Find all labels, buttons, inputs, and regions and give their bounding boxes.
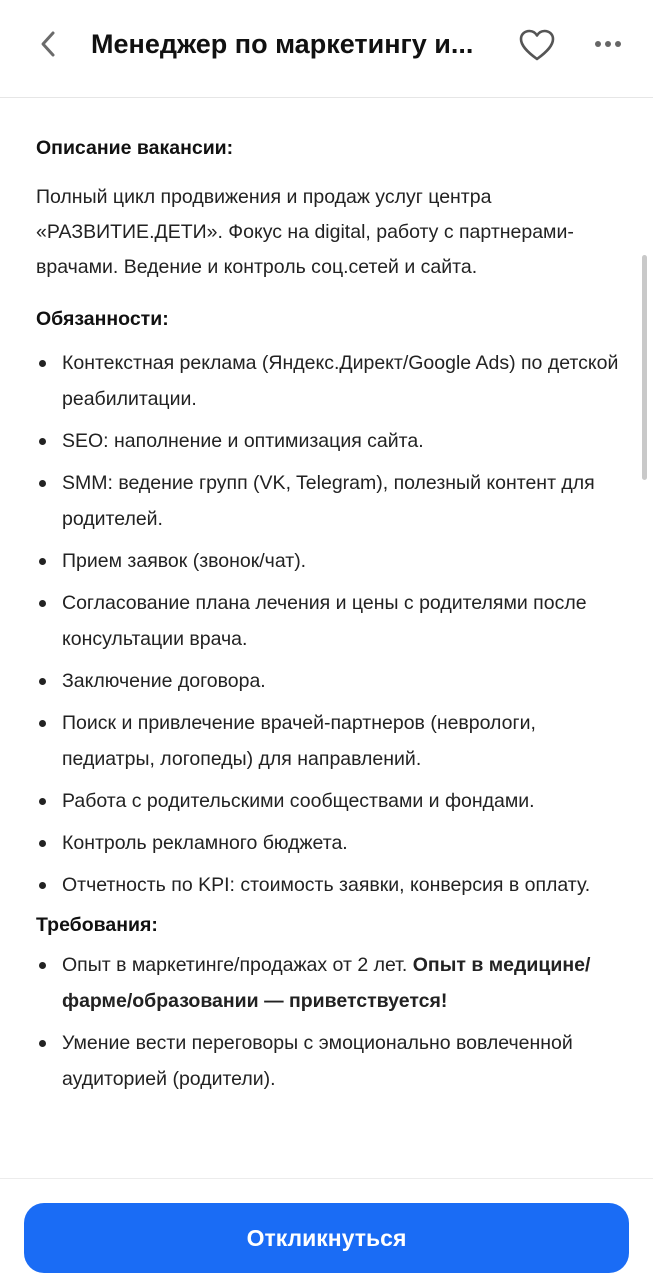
list-item: Поиск и привлечение врачей-партнеров (неврологи, педиатры, логопеды) для направлений.	[36, 705, 621, 777]
list-item: Отчетность по KPI: стоимость заявки, конверсия в оплату.	[36, 867, 621, 903]
requirements-heading: Требования:	[36, 914, 158, 936]
description-text: Полный цикл продвижения и продаж услуг центра «РАЗВИТИЕ.ДЕТИ». Фокус на digital, работу с партнерами-врачами. Ведение и контроль соц.сетей и сайта.	[36, 186, 574, 278]
requirements-list	[36, 947, 621, 1097]
top-bar	[0, 0, 653, 98]
heart-outline-icon	[518, 28, 556, 62]
back-button[interactable]	[26, 22, 70, 66]
requirement-highlight: Опыт в медицине/фарме/образовании — приветствуется!	[62, 954, 591, 1012]
duties-list	[36, 345, 621, 903]
page-title: Менеджер по маркетингу и...	[91, 29, 474, 59]
requirement-text: Опыт в маркетинге/продажах от 2 лет.	[62, 954, 413, 976]
description-heading: Описание вакансии:	[36, 137, 234, 159]
scrollbar[interactable]	[642, 255, 647, 480]
list-item: Прием заявок (звонок/чат).	[36, 543, 621, 579]
list-item	[36, 947, 621, 1019]
list-item: Контроль рекламного бюджета.	[36, 825, 621, 861]
list-item: Заключение договора.	[36, 663, 621, 699]
list-item: Согласование плана лечения и цены с родителями после консультации врача.	[36, 585, 621, 657]
list-item: Умение вести переговоры с эмоционально вовлеченной аудиторией (родители).	[36, 1025, 621, 1097]
bottom-bar	[0, 1178, 653, 1281]
vacancy-description	[36, 120, 621, 1103]
list-item: Контекстная реклама (Яндекс.Директ/Google Ads) по детской реабилитации.	[36, 345, 621, 417]
chevron-left-icon	[38, 30, 58, 58]
favorite-button[interactable]	[514, 22, 560, 68]
duties-heading: Обязанности:	[36, 308, 169, 330]
list-item: SMM: ведение групп (VK, Telegram), полезный контент для родителей.	[36, 465, 621, 537]
more-horizontal-icon	[594, 40, 622, 48]
apply-button[interactable]: Откликнуться	[24, 1203, 629, 1273]
list-item: Работа с родительскими сообществами и фондами.	[36, 783, 621, 819]
list-item: SEO: наполнение и оптимизация сайта.	[36, 423, 621, 459]
more-button[interactable]	[586, 22, 630, 66]
